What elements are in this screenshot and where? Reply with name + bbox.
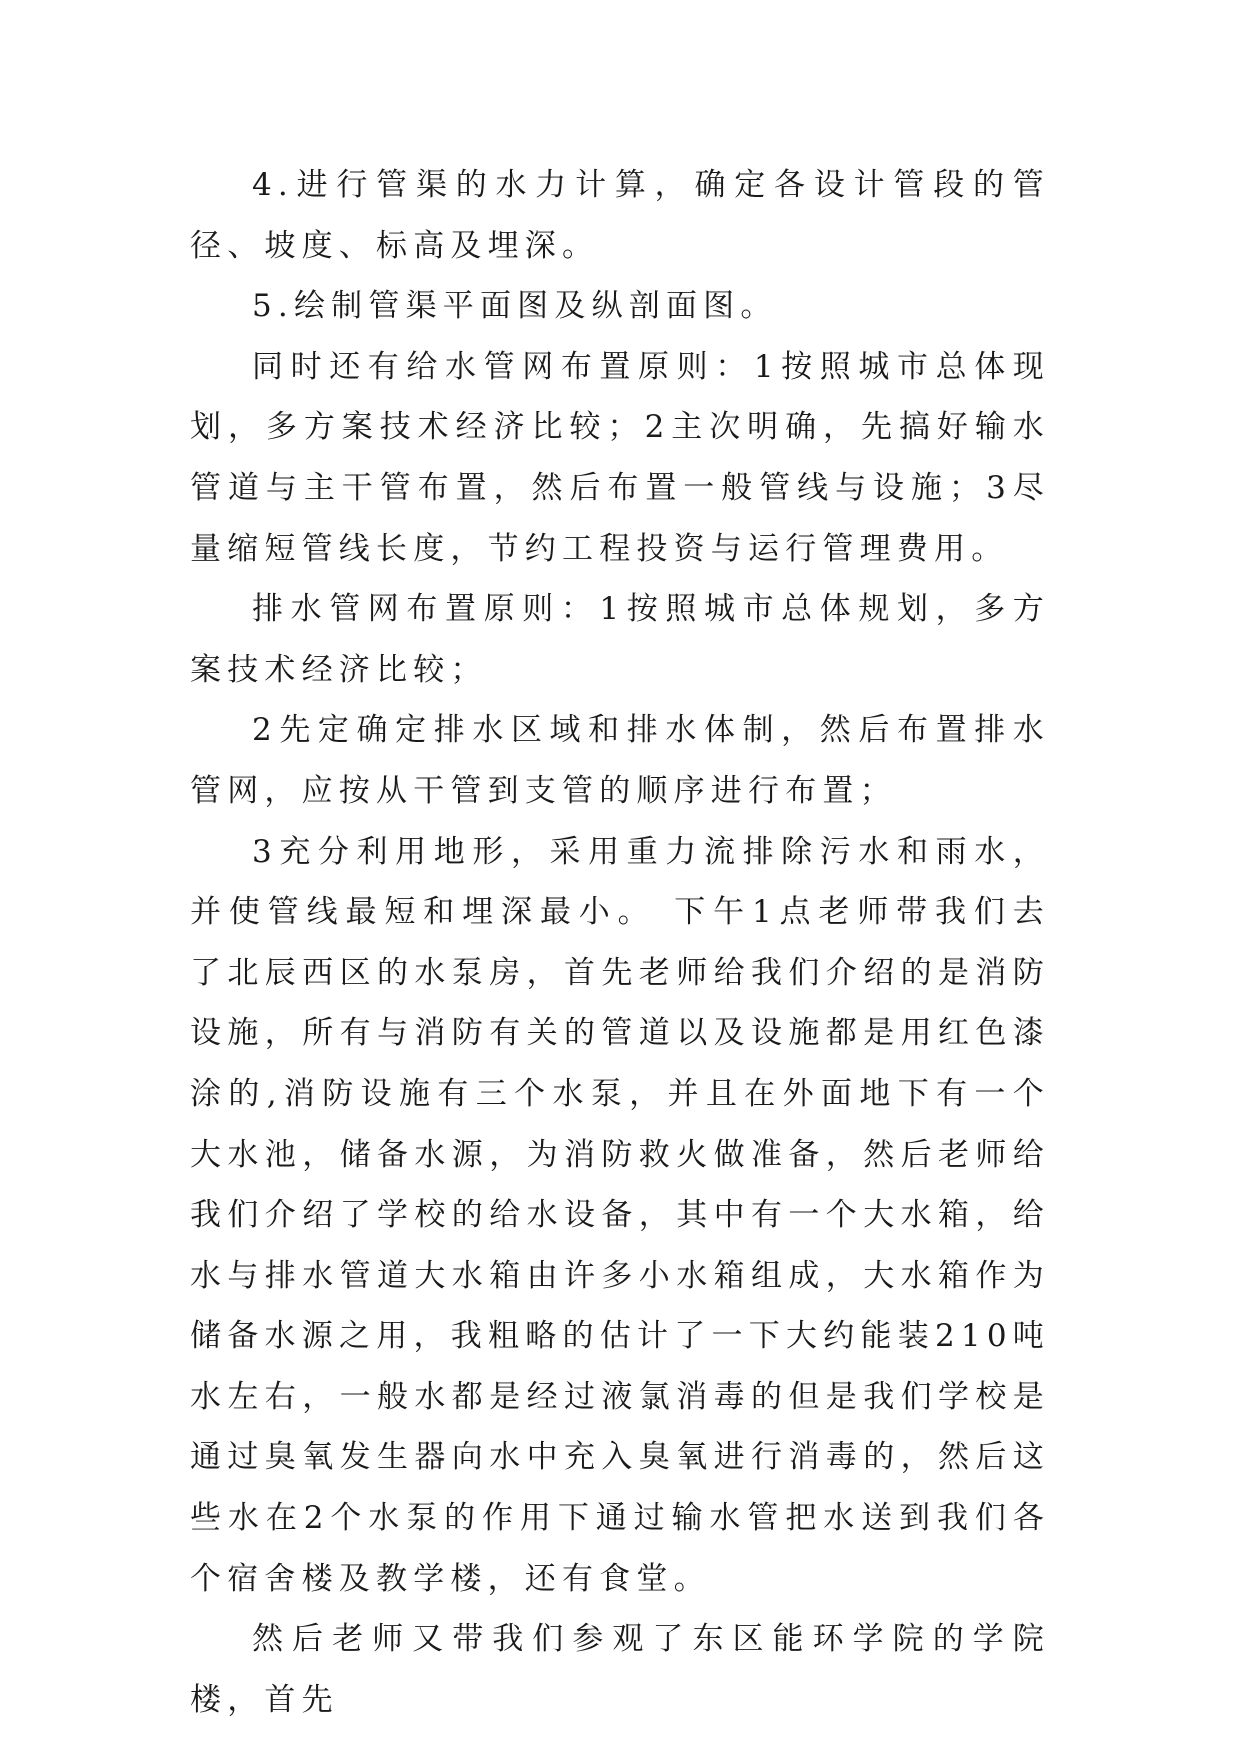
paragraph-water-supply-principles: 同时还有给水管网布置原则：1按照城市总体现划，多方案技术经济比较；2主次明确，先搞好输水管道与主干管布置，然后布置一般管线与设施；3尽量缩短管线长度，节约工程投资与运行管理费用。 — [190, 348, 1050, 567]
paragraph-step-5: 5.绘制管渠平面图及纵剖面图。 — [252, 288, 778, 325]
paragraph-drainage-principle-3-pump-room: 3充分利用地形，采用重力流排除污水和雨水，并使管线最短和埋深最小。 下午1点老师带我们去了北辰西区的水泵房，首先老师给我们介绍的是消防设施，所有与消防有关的管道以及设施都是用红色漆涂的,消防设施有三个水泵，并且在外面地下有一个大水池，储备水源，为消防救火做准备，然后老师给我们介绍了学校的给水设备，其中有一个大水箱，给水与排水管道大水箱由许多小水箱组成，大水箱作为储备水源之用，我粗略的估计了一下大约能装210吨水左右，一般水都是经过液氯消毒的但是我们学校是通过臭氧发生器向水中充入臭氧进行消毒的，然后这些水在2个水泵的作用下通过输水管把水送到我们各个宿舍楼及教学楼，还有食堂。 — [190, 833, 1050, 1597]
paragraph-drainage-principle-2: 2先定确定排水区域和排水体制，然后布置排水管网，应按从干管到支管的顺序进行布置； — [190, 712, 1050, 809]
document-body — [190, 155, 1050, 1730]
paragraph-step-4: 4.进行管渠的水力计算，确定各设计管段的管径、坡度、标高及埋深。 — [190, 167, 1050, 264]
paragraph-drainage-principles: 排水管网布置原则：1按照城市总体规划，多方案技术经济比较； — [190, 591, 1050, 688]
paragraph-east-campus-visit: 然后老师又带我们参观了东区能环学院的学院楼，首先 — [190, 1621, 1050, 1718]
